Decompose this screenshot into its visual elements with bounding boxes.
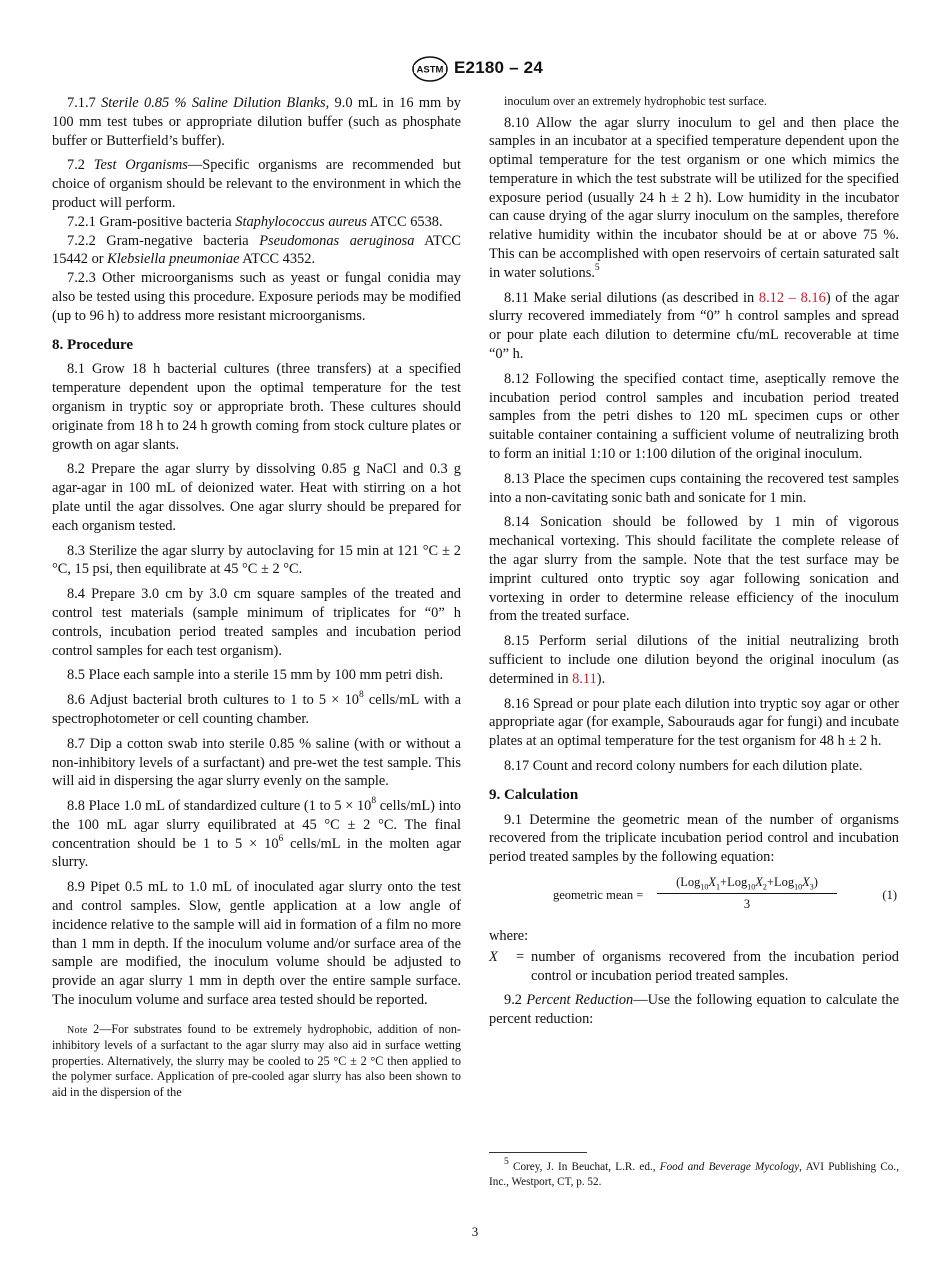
footnote-5: $^5$ Corey, J. In Beuchat, L.R. ed., Food and Beverage Mycology, AVI Publishing Co., Inc., Westport, CT, p. 52. <box>489 1157 899 1188</box>
equation-1 <box>489 873 899 917</box>
equation-denominator: 3 <box>743 896 751 911</box>
section-8-8: 8.8 Place 1.0 mL of standardized culture (1 to $5 \times 10^8$ cells/mL) into the 100 mL agar slurry equilibrated at 45 °C ± 2 °C. The final concentration should be 1 to $5 \times 10^6$ cells/mL in the molten agar slurry. <box>52 796 461 871</box>
page-header <box>0 56 950 82</box>
section-9-heading: 9. Calculation <box>489 786 579 803</box>
note-2-continued: inoculum over an extremely hydrophobic test surface. <box>504 94 767 108</box>
definition-x: X = number of organisms recovered from the incubation period control or incubation period treated samples. <box>489 948 899 984</box>
section-7-1-7: 7.1.7 Sterile 0.85 % Saline Dilution Blanks, 9.0 mL in 16 mm by 100 mm test tubes or appropriate dilution buffer (such as phosphate buffer or Butterfield’s buffer). <box>52 95 461 149</box>
page-number: 3 <box>471 1224 479 1239</box>
where-label: where: <box>489 927 529 944</box>
section-8-2: 8.2 Prepare the agar slurry by dissolving 0.85 g NaCl and 0.3 g agar-agar in 100 mL of deionized water. Heat with stirring on a hot plate until the agar dissolves. One agar slurry should be prepared for each organism tested. <box>52 461 461 534</box>
equation-fraction <box>657 873 837 914</box>
astm-logo-text: ASTM <box>416 64 444 76</box>
equation-numerator: $(Log_{10}X_1+Log_{10}X_2+Log_{10}X_3)$ <box>657 873 837 894</box>
section-9-2: 9.2 Percent Reduction—Use the following equation to calculate the percent reduction: <box>489 992 899 1028</box>
section-8-12: 8.12 Following the specified contact time, aseptically remove the incubation period control samples and incubation period treated samples from the petri dishes to 120 mL specimen cups or other suitable container containing a sufficient volume of neutralizing broth to form an initial 1:10 or 1:100 dilution of the original inoculum. <box>489 370 899 463</box>
document-id: E2180 – 24 <box>454 58 543 77</box>
section-9-1: 9.1 Determine the geometric mean of the number of organisms recovered from the triplicate incubation period control and incubation period treated samples by the following equation: <box>489 811 899 866</box>
section-8-13: 8.13 Place the specimen cups containing the recovered test samples into a non-cavitating sonic bath and sonicate for 1 min. <box>489 470 899 506</box>
section-7-2-1: 7.2.1 Gram-positive bacteria Staphylococcus aureus ATCC 6538. <box>67 213 443 230</box>
ref-8-12-8-16[interactable]: 8.12 – 8.16 <box>758 289 826 306</box>
section-8-heading: 8. Procedure <box>52 336 134 353</box>
section-8-3: 8.3 Sterilize the agar slurry by autoclaving for 15 min at 121 °C ± 2 °C, 15 psi, then equilibrate at 45 °C ± 2 °C. <box>52 542 461 578</box>
section-8-11: 8.11 Make serial dilutions (as described in 8.12 – 8.16) of the agar slurry recovered immediately from “0” h control samples and spread or pour plate each dilution to determine cfu/mL recoverable at time “0” h. <box>489 289 899 363</box>
section-8-7: 8.7 Dip a cotton swab into sterile 0.85 % saline (with or without a non-inhibitory levels of a surfactant) and pre-wet the test sample. This will aid in dispersing the agar slurry evenly on the sample. <box>52 735 461 790</box>
footnote-rule <box>489 1152 587 1153</box>
section-7-2-2: 7.2.2 Gram-negative bacteria Pseudomonas aeruginosa ATCC 15442 or Klebsiella pneumoniae ATCC 4352. <box>52 232 461 268</box>
equation-number: (1) <box>882 887 897 902</box>
ref-8-11[interactable]: 8.11 <box>572 670 597 687</box>
section-7-2: 7.2 Test Organisms—Specific organisms are recommended but choice of organism should be relevant to the environment in which the product will perform. <box>52 157 461 211</box>
section-7-2-3: 7.2.3 Other microorganisms such as yeast or fungal conidia may also be tested using this procedure. Exposure periods may be modified (up to 96 h) to address more resistant microorganisms. <box>52 270 461 324</box>
section-8-1: 8.1 Grow 18 h bacterial cultures (three transfers) at a specified temperature dependent upon the optimal temperature for the test organism in tryptic soy or appropriate broth. These cultures should originate from 18 h to 24 h growth coming from stock culture plates or growth on agar slants. <box>52 361 461 453</box>
note-2: Note 2—For substrates found to be extremely hydrophobic, addition of non-inhibitory levels of a surfactant to the agar slurry may also aid in surface wetting properties. Alternatively, the slurry may be cooled to 25 °C ± 2 °C then applied to the polymer surface. Application of pre-cooled agar slurry has also been shown to aid in the dispersion of the <box>52 1021 461 1099</box>
left-column <box>52 94 461 1100</box>
right-column <box>489 94 899 1035</box>
section-8-4: 8.4 Prepare 3.0 cm by 3.0 cm square samples of the treated and control test materials (sample minimum of triplicates for “0” h controls, incubation period treated samples and incubation period control samples for each test organism). <box>52 586 461 659</box>
section-8-17: 8.17 Count and record colony numbers for each dilution plate. <box>504 758 863 774</box>
astm-logo <box>410 56 450 82</box>
section-8-5: 8.5 Place each sample into a sterile 15 mm by 100 mm petri dish. <box>67 667 444 684</box>
section-8-10: 8.10 Allow the agar slurry inoculum to gel and then place the samples in an incubator at a specified temperature dependent upon the optimal temperature for the test organism or one which mimics the temperature in which the test substrate will be utilized for the specified exposure period (usually 24 h ± 2 h). Low humidity in the incubator can cause drying of the agar slurry inoculum on the samples, therefore relative humidity within the incubator should be at or above 75 %. This can be accomplished with open reservoirs of certain saturated salt in water solutions.$^5$ <box>489 114 899 281</box>
section-8-14: 8.14 Sonication should be followed by 1 min of vigorous mechanical vortexing. This should facilitate the complete release of the agar slurry from the sample. Note that the test surface may be imprint cultured onto tryptic soy agar following sonication and vortexing in order to determine release efficiency of the inoculum from the treated surface. <box>489 514 899 625</box>
section-8-16: 8.16 Spread or pour plate each dilution into tryptic soy agar or other appropriate agar (for example, Sabourauds agar for fungi) and incubate plates at an optimal temperature for the test organism for 48 h ± 2 h. <box>489 695 899 750</box>
section-8-9: 8.9 Pipet 0.5 mL to 1.0 mL of inoculated agar slurry onto the test and control samples. Slow, gentle application at a low angle of incidence relative to the sample will aid in formation of a film no more than 1 mm in depth. If the inoculum volume and/or surface area of the sample are modified, the inoculum volume should be adjusted to provide an agar slurry 1 mm in depth over the entire sample surface. The inoculum volume and surface area tested should be reported. <box>52 879 461 1009</box>
equation-lhs: geometric mean = <box>553 887 644 902</box>
section-8-6: 8.6 Adjust bacterial broth cultures to 1 to $5 \times 10^8$ cells/mL with a spectrophotometer or cell counting chamber. <box>52 690 462 727</box>
section-8-15: 8.15 Perform serial dilutions of the initial neutralizing broth sufficient to include one dilution beyond the original inoculum (as determined in 8.11). <box>489 633 899 687</box>
